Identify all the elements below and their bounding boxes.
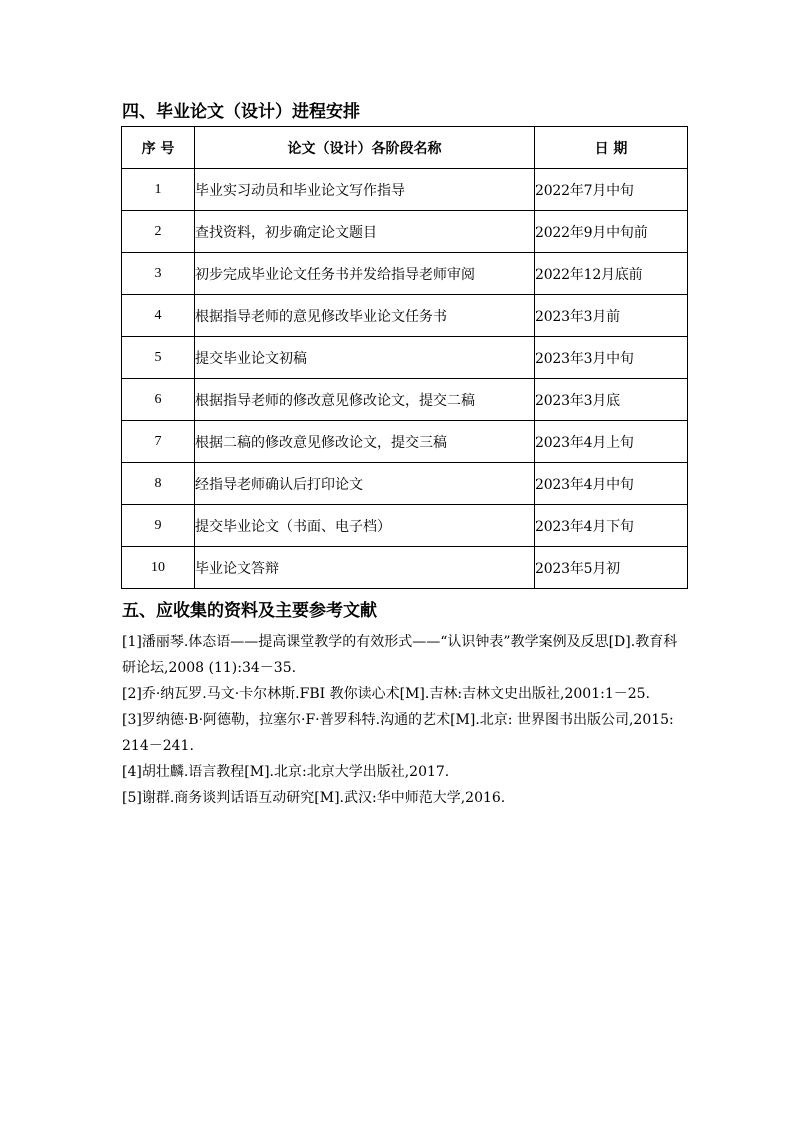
row-stage: 根据二稿的修改意见修改论文，提交三稿 [195,421,535,463]
table-row [122,379,688,421]
table-row [122,295,688,337]
references-section-title: 五、应收集的资料及主要参考文献 [122,601,377,621]
row-date: 2023年5月初 [535,547,688,589]
table-row [122,253,688,295]
row-number: 7 [122,421,195,463]
schedule-header-row [122,127,688,169]
row-date: 2023年3月中旬 [535,337,688,379]
table-row [122,547,688,589]
row-number: 6 [122,379,195,421]
row-date: 2023年4月上旬 [535,421,688,463]
row-number: 5 [122,337,195,379]
row-stage: 经指导老师确认后打印论文 [195,463,535,505]
row-date: 2022年7月中旬 [535,169,688,211]
references-list [122,629,682,811]
row-stage: 毕业论文答辩 [195,547,535,589]
table-row [122,211,688,253]
row-number: 1 [122,169,195,211]
row-stage: 根据指导老师的修改意见修改论文，提交二稿 [195,379,535,421]
header-stage: 论文（设计）各阶段名称 [195,127,535,169]
table-row [122,505,688,547]
row-number: 10 [122,547,195,589]
row-number: 2 [122,211,195,253]
row-stage: 提交毕业论文初稿 [195,337,535,379]
schedule-section-title: 四、毕业论文（设计）进程安排 [122,102,360,122]
row-date: 2022年9月中旬前 [535,211,688,253]
table-row [122,169,688,211]
row-stage: 初步完成毕业论文任务书并发给指导老师审阅 [195,253,535,295]
row-number: 9 [122,505,195,547]
row-date: 2023年3月前 [535,295,688,337]
table-row [122,463,688,505]
row-date: 2022年12月底前 [535,253,688,295]
reference-item: [2]乔·纳瓦罗.马文·卡尔林斯.FBI 教你读心术[M].吉林:吉林文史出版社,2001:1－25. [122,686,651,702]
row-number: 4 [122,295,195,337]
table-row [122,337,688,379]
row-stage: 查找资料，初步确定论文题目 [195,211,535,253]
reference-item: [3]罗纳德·B·阿德勒，拉塞尔·F·普罗科特.沟通的艺术[M].北京: 世界图书出版公司,2015:214－241. [122,712,674,754]
row-stage: 毕业实习动员和毕业论文写作指导 [195,169,535,211]
row-number: 3 [122,253,195,295]
row-stage: 根据指导老师的意见修改毕业论文任务书 [195,295,535,337]
row-date: 2023年3月底 [535,379,688,421]
row-number: 8 [122,463,195,505]
header-date: 日 期 [535,127,688,169]
row-date: 2023年4月下旬 [535,505,688,547]
reference-item: [5]谢群.商务谈判话语互动研究[M].武汉:华中师范大学,2016. [122,790,506,806]
row-stage: 提交毕业论文（书面、电子档） [195,505,535,547]
header-no: 序 号 [122,127,195,169]
reference-item: [1]潘丽琴.体态语——提高课堂教学的有效形式——“认识钟表”教学案例及反思[D].教育科研论坛,2008 (11):34－35. [122,634,678,676]
row-date: 2023年4月中旬 [535,463,688,505]
reference-item: [4]胡壮麟.语言教程[M].北京:北京大学出版社,2017. [122,764,450,780]
table-row [122,421,688,463]
schedule-table [121,126,688,589]
